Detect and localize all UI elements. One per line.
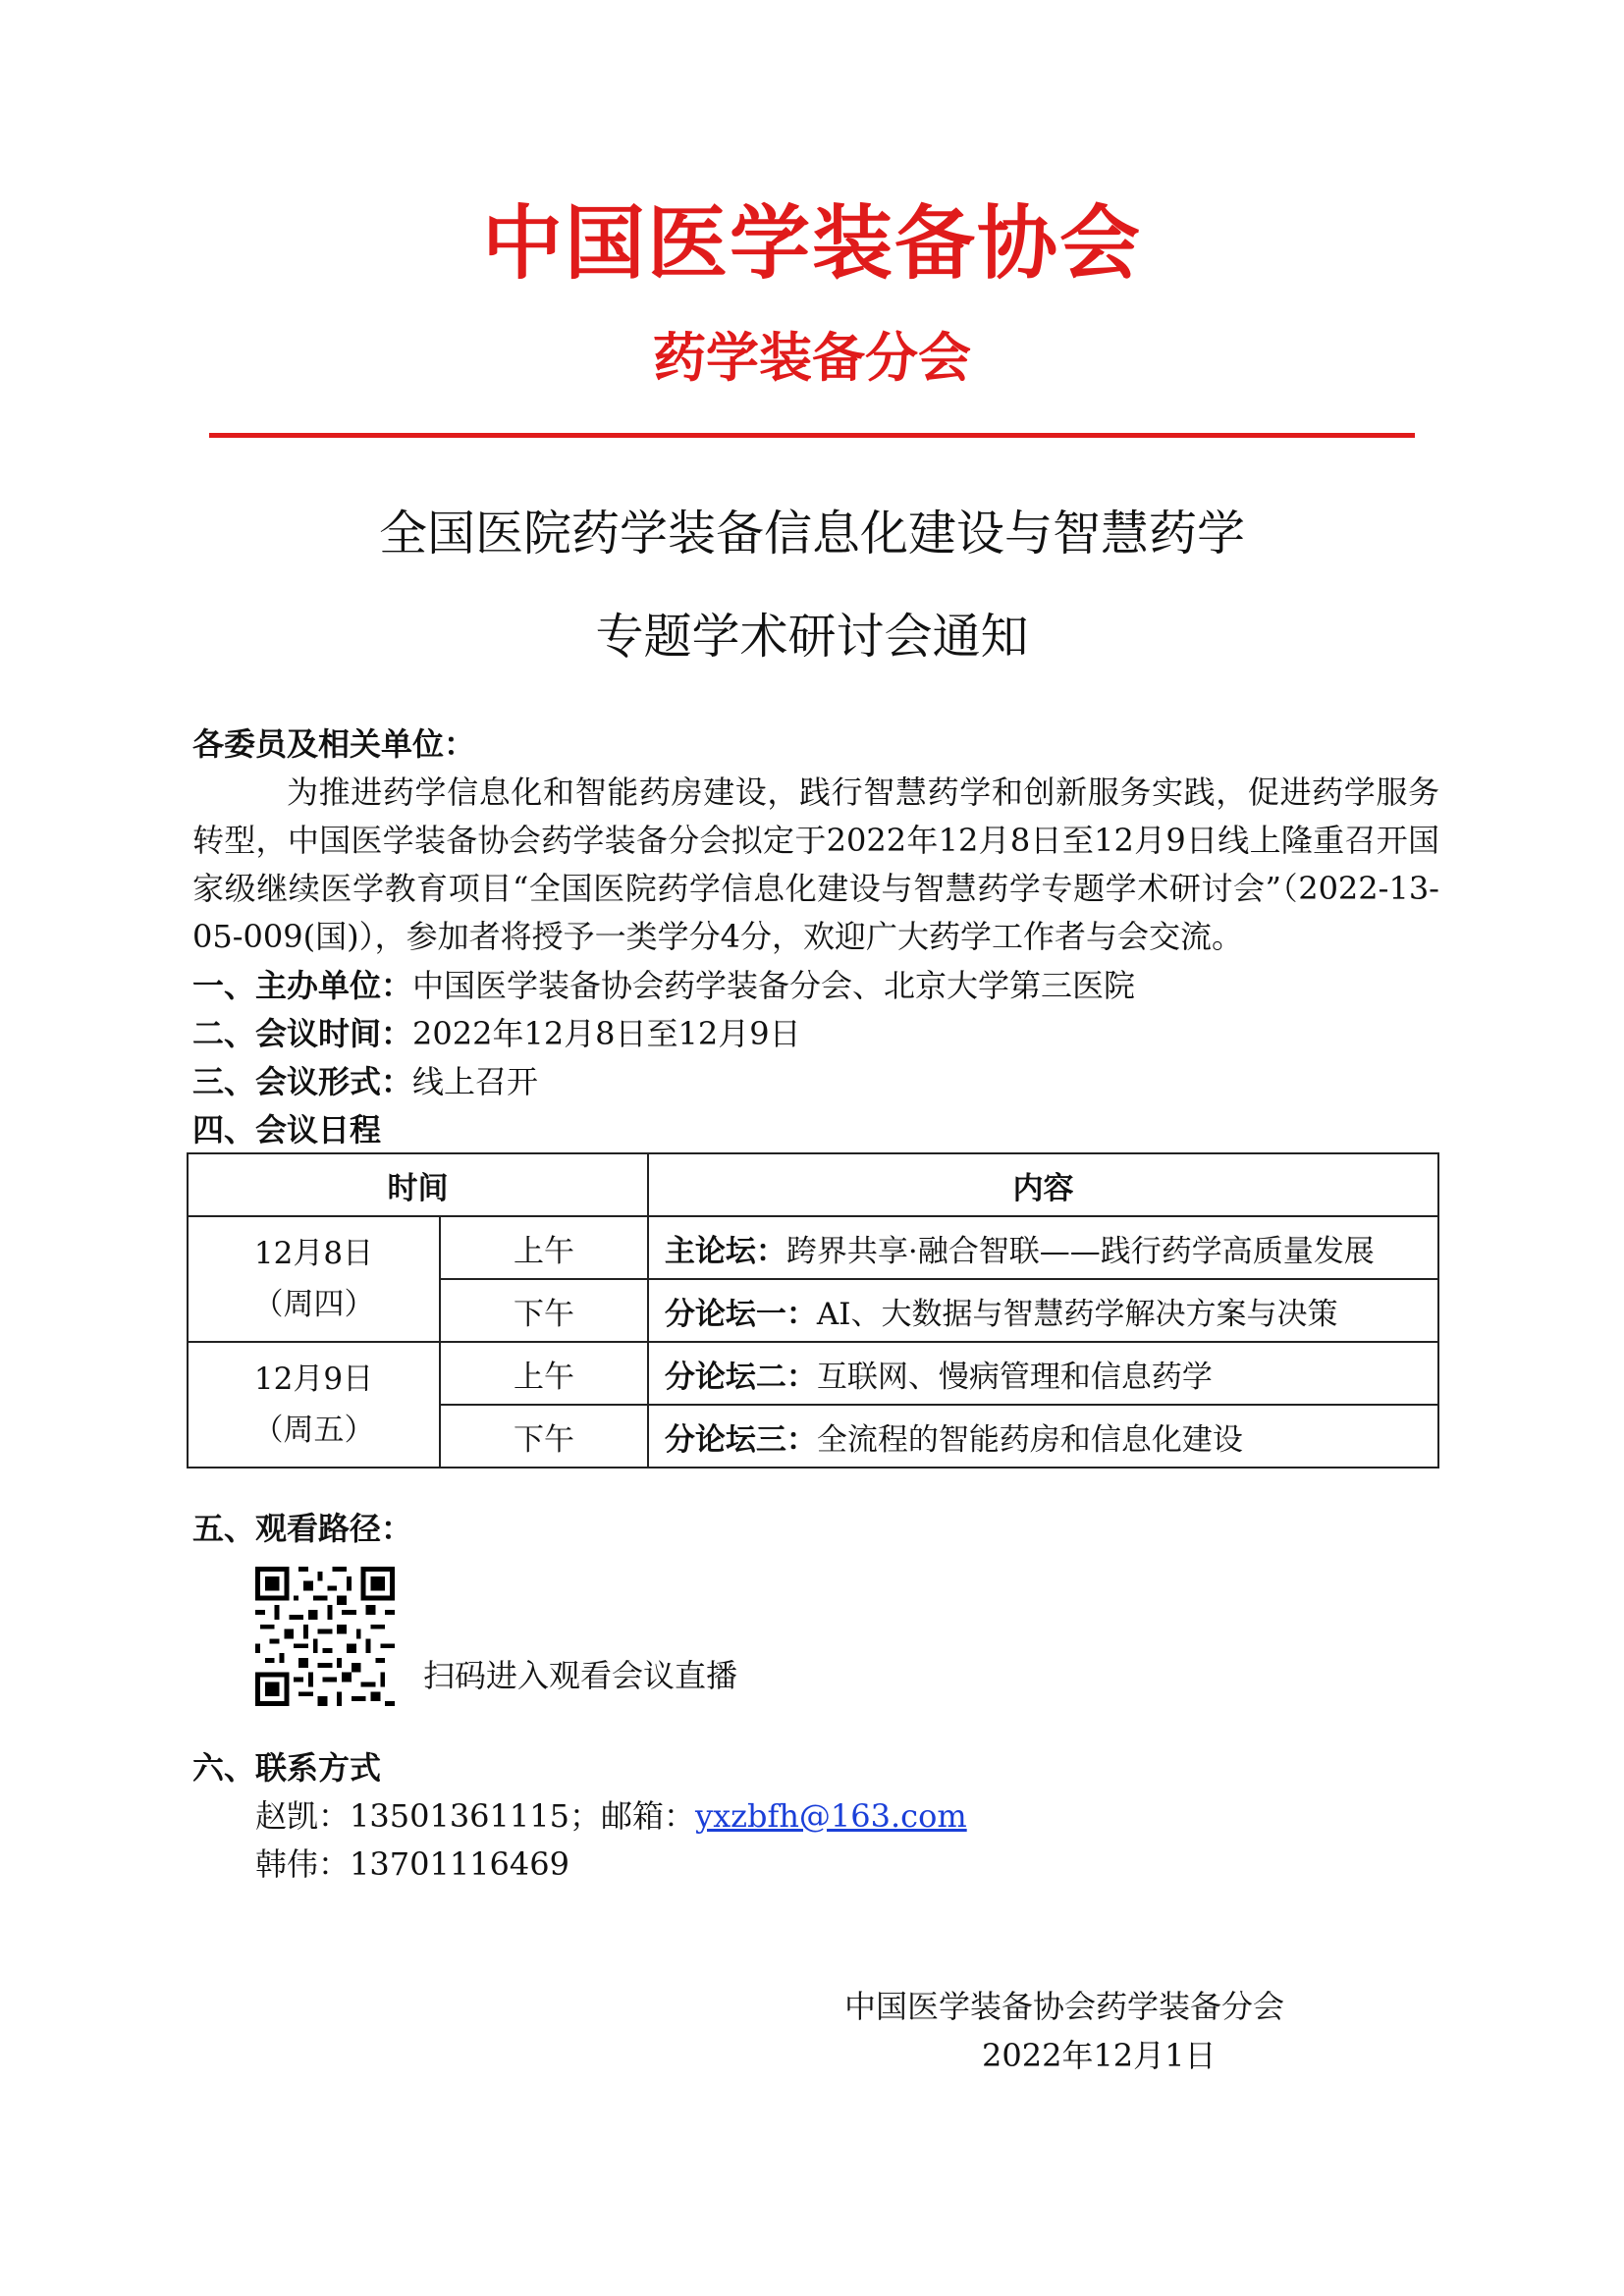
topic-cell xyxy=(648,1405,1438,1468)
section-value: 线上召开 xyxy=(412,1063,539,1100)
signature-date: 2022年12月1日 xyxy=(982,2037,1217,2074)
table-row xyxy=(188,1342,1438,1405)
date: 12月8日 xyxy=(253,1236,374,1271)
section-format xyxy=(192,1058,538,1106)
contact-phone: 13701116469 xyxy=(350,1845,569,1883)
section-schedule-label: 四、会议日程 xyxy=(192,1111,382,1148)
topic-text: 全流程的智能药房和信息化建设 xyxy=(816,1421,1243,1458)
document-title-line1: 全国医院药学装备信息化建设与智慧药学 xyxy=(378,506,1245,561)
table-header-row xyxy=(188,1153,1438,1216)
email-label: 邮箱： xyxy=(600,1797,695,1835)
section-contact-label: 六、联系方式 xyxy=(192,1749,382,1787)
email-link[interactable]: yxzbfh@163.com xyxy=(695,1797,967,1835)
section-label: 三、会议形式： xyxy=(192,1063,413,1100)
weekday: （周四） xyxy=(252,1287,375,1322)
period-cell: 下午 xyxy=(440,1279,648,1342)
forum-label: 分论坛一： xyxy=(664,1296,817,1332)
header-divider xyxy=(209,433,1415,438)
section-value: 中国医学装备协会药学装备分会、北京大学第三医院 xyxy=(412,967,1136,1004)
contact-phone: 13501361115； xyxy=(350,1797,601,1835)
contact-name: 韩伟： xyxy=(255,1845,351,1883)
contact-line xyxy=(255,1792,967,1841)
period-cell: 上午 xyxy=(440,1216,648,1279)
forum-label: 分论坛二： xyxy=(664,1359,817,1395)
period-cell: 上午 xyxy=(440,1342,648,1405)
topic-cell xyxy=(648,1216,1438,1279)
contact-line xyxy=(255,1841,569,1889)
document-title-line2: 专题学术研讨会通知 xyxy=(595,609,1029,665)
qr-caption: 扫码进入观看会议直播 xyxy=(423,1657,738,1694)
header-content: 内容 xyxy=(648,1153,1438,1216)
date-cell xyxy=(188,1216,440,1342)
topic-text: 跨界共享·融合智联——践行药学高质量发展 xyxy=(785,1233,1375,1269)
section-time xyxy=(192,1010,801,1058)
salutation: 各委员及相关单位： xyxy=(192,725,476,763)
section-label: 二、会议时间： xyxy=(192,1015,413,1052)
branch-name: 药学装备分会 xyxy=(653,327,971,389)
header-time: 时间 xyxy=(188,1153,648,1216)
section-label: 一、主办单位： xyxy=(192,967,413,1004)
forum-label: 主论坛： xyxy=(664,1233,786,1269)
date: 12月9日 xyxy=(253,1362,374,1397)
contact-name: 赵凯： xyxy=(255,1797,351,1835)
intro-paragraph: 为推进药学信息化和智能药房建设，践行智慧药学和创新服务实践，促进药学服务转型，中国医学装备协会药学装备分会拟定于2022年12月8日至12月9日线上隆重召开国家级继续医学教育项目“全国医院药学信息化建设与智慧药学专题学术研讨会”（2022-13-05-009(国)），参加者将授予一类学分4分，欢迎广大药学工作者与会交流。 xyxy=(192,774,1439,955)
signature-org: 中国医学装备协会药学装备分会 xyxy=(844,1988,1285,2025)
date-cell xyxy=(188,1342,440,1468)
org-name: 中国医学装备协会 xyxy=(481,197,1142,291)
table-row xyxy=(188,1216,1438,1279)
forum-label: 分论坛三： xyxy=(664,1421,817,1458)
section-value: 2022年12月8日至12月9日 xyxy=(412,1015,801,1052)
topic-text: AI、大数据与智慧药学解决方案与决策 xyxy=(816,1296,1338,1332)
section-viewing-label: 五、观看路径： xyxy=(192,1510,413,1547)
topic-cell xyxy=(648,1342,1438,1405)
qr-code-icon[interactable] xyxy=(255,1567,395,1706)
period-cell: 下午 xyxy=(440,1405,648,1468)
weekday: （周五） xyxy=(252,1413,375,1448)
schedule-table xyxy=(187,1152,1439,1468)
topic-cell xyxy=(648,1279,1438,1342)
section-organizer xyxy=(192,962,1135,1010)
topic-text: 互联网、慢病管理和信息药学 xyxy=(816,1359,1213,1395)
